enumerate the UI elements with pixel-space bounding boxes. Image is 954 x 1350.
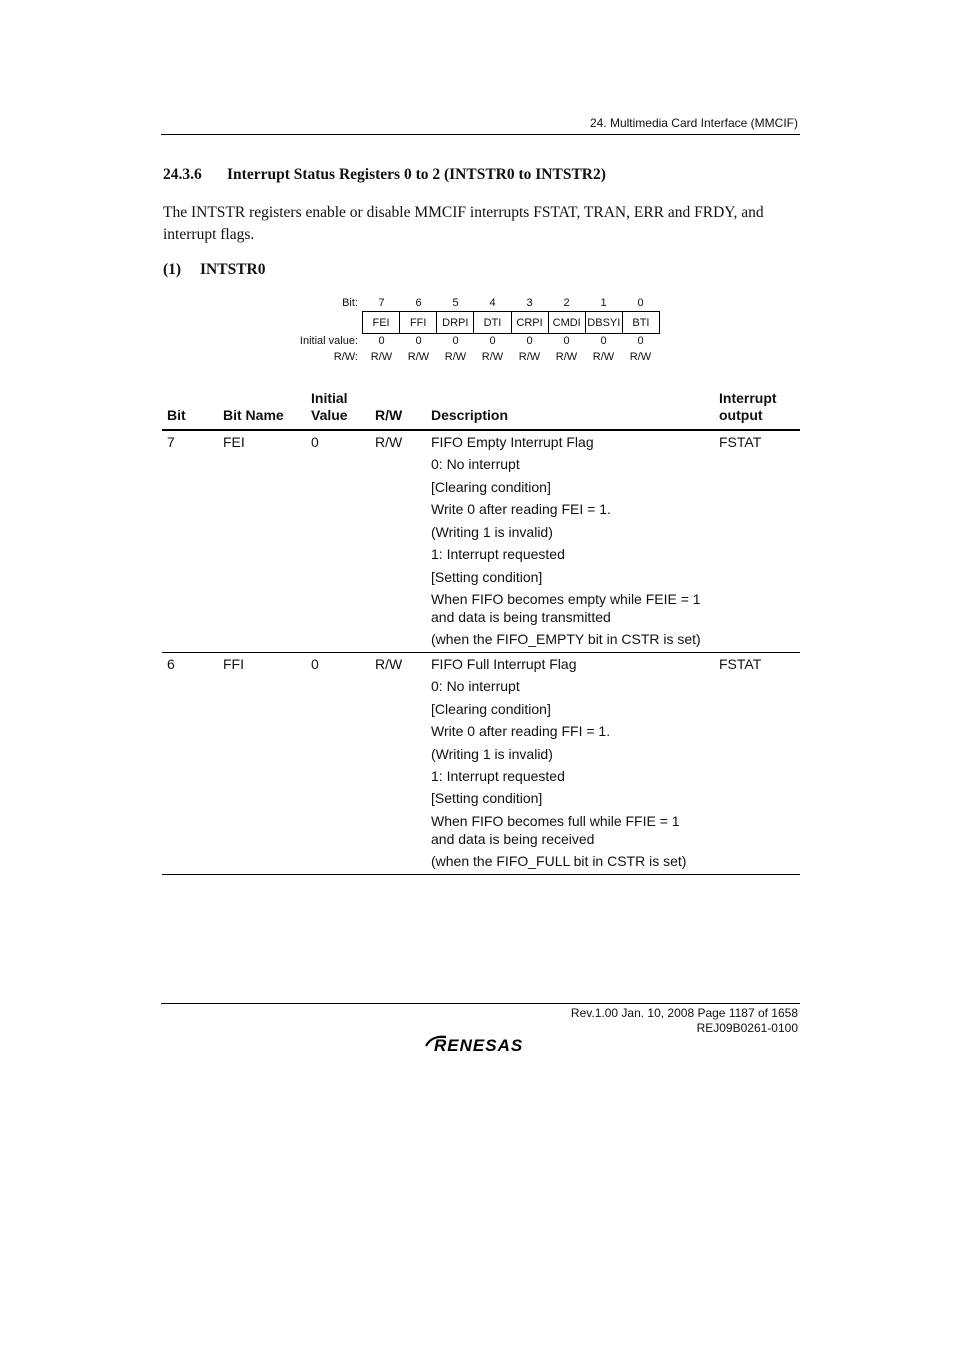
- footer-rule: [161, 1003, 800, 1004]
- bit-name-cell: DTI: [474, 312, 511, 333]
- col-header-initial-line2: Value: [311, 407, 348, 423]
- section-title: Interrupt Status Registers 0 to 2 (INTSTR0 to INTSTR2): [227, 166, 606, 183]
- subsection-number: (1): [163, 261, 182, 278]
- table-header-rule: [162, 429, 800, 431]
- cell-description-line: [Clearing condition]: [431, 479, 551, 495]
- col-header-bit-name: Bit Name: [223, 407, 284, 423]
- bit-rw: R/W: [370, 351, 393, 363]
- intro-line: The INTSTR registers enable or disable MMCIF interrupts FSTAT, TRAN, ERR and FRDY, and: [163, 204, 764, 221]
- cell-description-line: 1: Interrupt requested: [431, 546, 565, 562]
- col-header-interrupt-line1: Interrupt: [719, 390, 777, 406]
- cell-bit: 6: [167, 656, 175, 672]
- cell-description-line: (Writing 1 is invalid): [431, 524, 553, 540]
- cell-description-line: When FIFO becomes empty while FEIE = 1: [431, 591, 701, 607]
- bit-name-cell: FFI: [400, 312, 437, 333]
- bit-number: 6: [415, 297, 422, 309]
- renesas-logo-mark: [424, 1034, 542, 1056]
- bit-label: Bit:: [342, 297, 358, 309]
- bit-rw: R/W: [629, 351, 652, 363]
- cell-description-line: [Clearing condition]: [431, 701, 551, 717]
- footer-revision: Rev.1.00 Jan. 10, 2008 Page 1187 of 1658: [570, 1006, 798, 1020]
- col-header-description: Description: [431, 407, 509, 423]
- cell-description-line: When FIFO becomes full while FFIE = 1: [431, 813, 680, 829]
- intro-paragraph: [163, 202, 803, 245]
- row-divider: [162, 652, 800, 653]
- bit-rw: R/W: [444, 351, 467, 363]
- cell-description-line: 0: No interrupt: [431, 678, 520, 694]
- header-rule: [161, 134, 800, 135]
- cell-interrupt-output: FSTAT: [719, 656, 762, 672]
- section-heading: [163, 166, 606, 184]
- cell-description-line: (when the FIFO_FULL bit in CSTR is set): [431, 853, 687, 869]
- bit-initial-value: 0: [637, 335, 644, 347]
- bit-rw: R/W: [407, 351, 430, 363]
- rw-label: R/W:: [333, 351, 358, 363]
- running-header: 24. Multimedia Card Interface (MMCIF): [589, 116, 798, 130]
- renesas-logo: [424, 1034, 542, 1061]
- cell-description-line: [Setting condition]: [431, 569, 543, 585]
- table-bottom-rule: [162, 874, 800, 875]
- section-number: 24.3.6: [163, 166, 202, 183]
- bit-initial-value: 0: [526, 335, 533, 347]
- col-header-bit: Bit: [167, 407, 186, 423]
- cell-initial-value: 0: [311, 434, 319, 450]
- bit-initial-value: 0: [489, 335, 496, 347]
- cell-interrupt-output: FSTAT: [719, 434, 762, 450]
- cell-description-line: (Writing 1 is invalid): [431, 746, 553, 762]
- svg-text:RENESAS: RENESAS: [434, 1036, 524, 1055]
- bit-number: 3: [526, 297, 533, 309]
- cell-bit-name: FEI: [223, 434, 245, 450]
- initial-value-label: Initial value:: [299, 335, 358, 347]
- bit-rw: R/W: [518, 351, 541, 363]
- cell-description-line: FIFO Full Interrupt Flag: [431, 656, 577, 672]
- bit-number: 7: [378, 297, 385, 309]
- cell-bit: 7: [167, 434, 175, 450]
- col-header-initial-value: [311, 390, 348, 424]
- col-header-initial-line1: Initial: [311, 390, 348, 406]
- bit-rw: R/W: [555, 351, 578, 363]
- bit-name-cell: CRPI: [512, 312, 549, 333]
- register-bit-field: [362, 311, 660, 334]
- bit-initial-value: 0: [452, 335, 459, 347]
- cell-description-line: Write 0 after reading FFI = 1.: [431, 723, 611, 739]
- cell-description-line: FIFO Empty Interrupt Flag: [431, 434, 594, 450]
- cell-rw: R/W: [375, 656, 403, 672]
- bit-name-cell: DRPI: [437, 312, 474, 333]
- subsection-title: INTSTR0: [200, 261, 266, 278]
- cell-description-line: and data is being transmitted: [431, 609, 611, 625]
- bit-initial-value: 0: [378, 335, 385, 347]
- bit-rw: R/W: [592, 351, 615, 363]
- bit-number: 5: [452, 297, 459, 309]
- bit-rw: R/W: [481, 351, 504, 363]
- intro-line: interrupt flags.: [163, 225, 255, 243]
- cell-description-line: (when the FIFO_EMPTY bit in CSTR is set): [431, 631, 701, 647]
- bit-initial-value: 0: [563, 335, 570, 347]
- cell-rw: R/W: [375, 434, 403, 450]
- footer-doc-number: REJ09B0261-0100: [696, 1021, 798, 1035]
- bit-number: 2: [563, 297, 570, 309]
- bit-name-cell: CMDI: [549, 312, 586, 333]
- cell-description-line: [Setting condition]: [431, 790, 543, 806]
- bit-initial-value: 0: [600, 335, 607, 347]
- cell-initial-value: 0: [311, 656, 319, 672]
- bit-name-cell: BTI: [632, 316, 650, 329]
- bit-name-cell: DBSYI: [586, 312, 623, 333]
- bit-name-cell: FEI: [363, 312, 400, 333]
- bit-initial-value: 0: [415, 335, 422, 347]
- col-header-rw: R/W: [375, 407, 403, 423]
- subsection-heading: [163, 261, 265, 279]
- col-header-interrupt-line2: output: [719, 407, 763, 423]
- col-header-interrupt-output: [719, 390, 777, 424]
- cell-description-line: Write 0 after reading FEI = 1.: [431, 501, 611, 517]
- bit-number: 0: [637, 297, 644, 309]
- bit-number: 4: [489, 297, 496, 309]
- cell-bit-name: FFI: [223, 656, 244, 672]
- bit-number: 1: [600, 297, 607, 309]
- cell-description-line: and data is being received: [431, 831, 595, 847]
- cell-description-line: 0: No interrupt: [431, 456, 520, 472]
- cell-description-line: 1: Interrupt requested: [431, 768, 565, 784]
